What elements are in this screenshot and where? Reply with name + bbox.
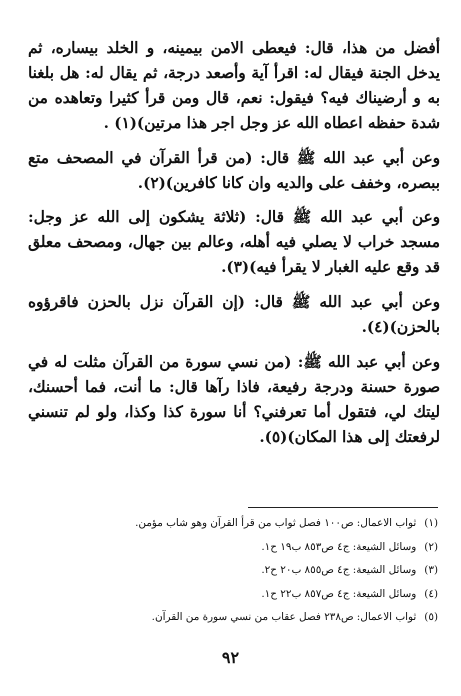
footnote <box>28 515 438 531</box>
footnote <box>28 586 438 602</box>
footnote-text: وسائل الشيعة: ج٤ ص٨٥٥ ب٢٠ ح٢. <box>261 564 417 577</box>
page-number: ٩٢ <box>221 648 240 667</box>
footnote-text: ثواب الاعمال: ص٢٣٨ فصل عقاب من نسي سورة من القرآن. <box>151 611 417 624</box>
footnote-text: وسائل الشيعة: ج٤ ص٨٥٣ ب١٩ ح١. <box>261 540 417 553</box>
footnote-number: (٣) <box>424 564 438 577</box>
footnote-divider <box>248 507 438 508</box>
paragraph-4: وعن أبي عبد الله ﷺ قال: (إن القرآن نزل بالحزن فاقرؤوه بالحزن)(٤). <box>28 293 440 337</box>
main-text <box>28 36 440 450</box>
footnote <box>28 539 438 555</box>
footnote-number: (٥) <box>424 611 438 624</box>
paragraph-5: وعن أبي عبد الله ﷺ: (من نسي سورة من القرآن مثلت له في صورة حسنة ودرجة رفيعة، فاذا رآها قال: ما أنت، فما أحسنك، ليتك لي، فتقول أما تعرفني؟ أنا سورة كذا وكذا، ولو لم تنسني لرفعتك إلى هذا المكان)(٥). <box>28 352 440 446</box>
footnote-text: ثواب الاعمال: ص١٠٠ فصل ثواب من قرأ القرآن وهو شاب مؤمن. <box>135 517 417 529</box>
footnote <box>28 609 438 625</box>
footnotes <box>28 515 438 633</box>
paragraph-2: وعن أبي عبد الله ﷺ قال: (من قرأ القرآن في المصحف متع ببصره، وخفف على والديه وان كانا كافرين)(٢). <box>28 148 440 192</box>
footnote-text: وسائل الشيعة: ج٤ ص٨٥٧ ب٢٢ ح١. <box>261 587 417 600</box>
footnote-number: (٢) <box>424 540 438 553</box>
footnote-number: (٤) <box>424 587 438 600</box>
footnote-number: (١) <box>424 517 438 529</box>
footnote <box>28 562 438 578</box>
paragraph-3: وعن أبي عبد الله ﷺ قال: (ثلاثة يشكون إلى الله عز وجل: مسجد خراب لا يصلي فيه أهله، وعالم بين جهال، ومصحف معلق قد وقع عليه الغبار لا يقرأ فيه)(٣). <box>28 208 440 277</box>
paragraph-1: أفضل من هذا، قال: فيعطى الامن بيمينه، و الخلد بيساره، ثم يدخل الجنة فيقال له: اقرأ آية وأصعد درجة، ثم يقال له: هل بلغنا به و أرضيناك فيه؟ فيقول: نعم، قال ومن قرأ كثيرا وتعاهده من شدة حفظه اعطاه الله عز وجل اجر هذا مرتين)(١) . <box>28 39 440 132</box>
